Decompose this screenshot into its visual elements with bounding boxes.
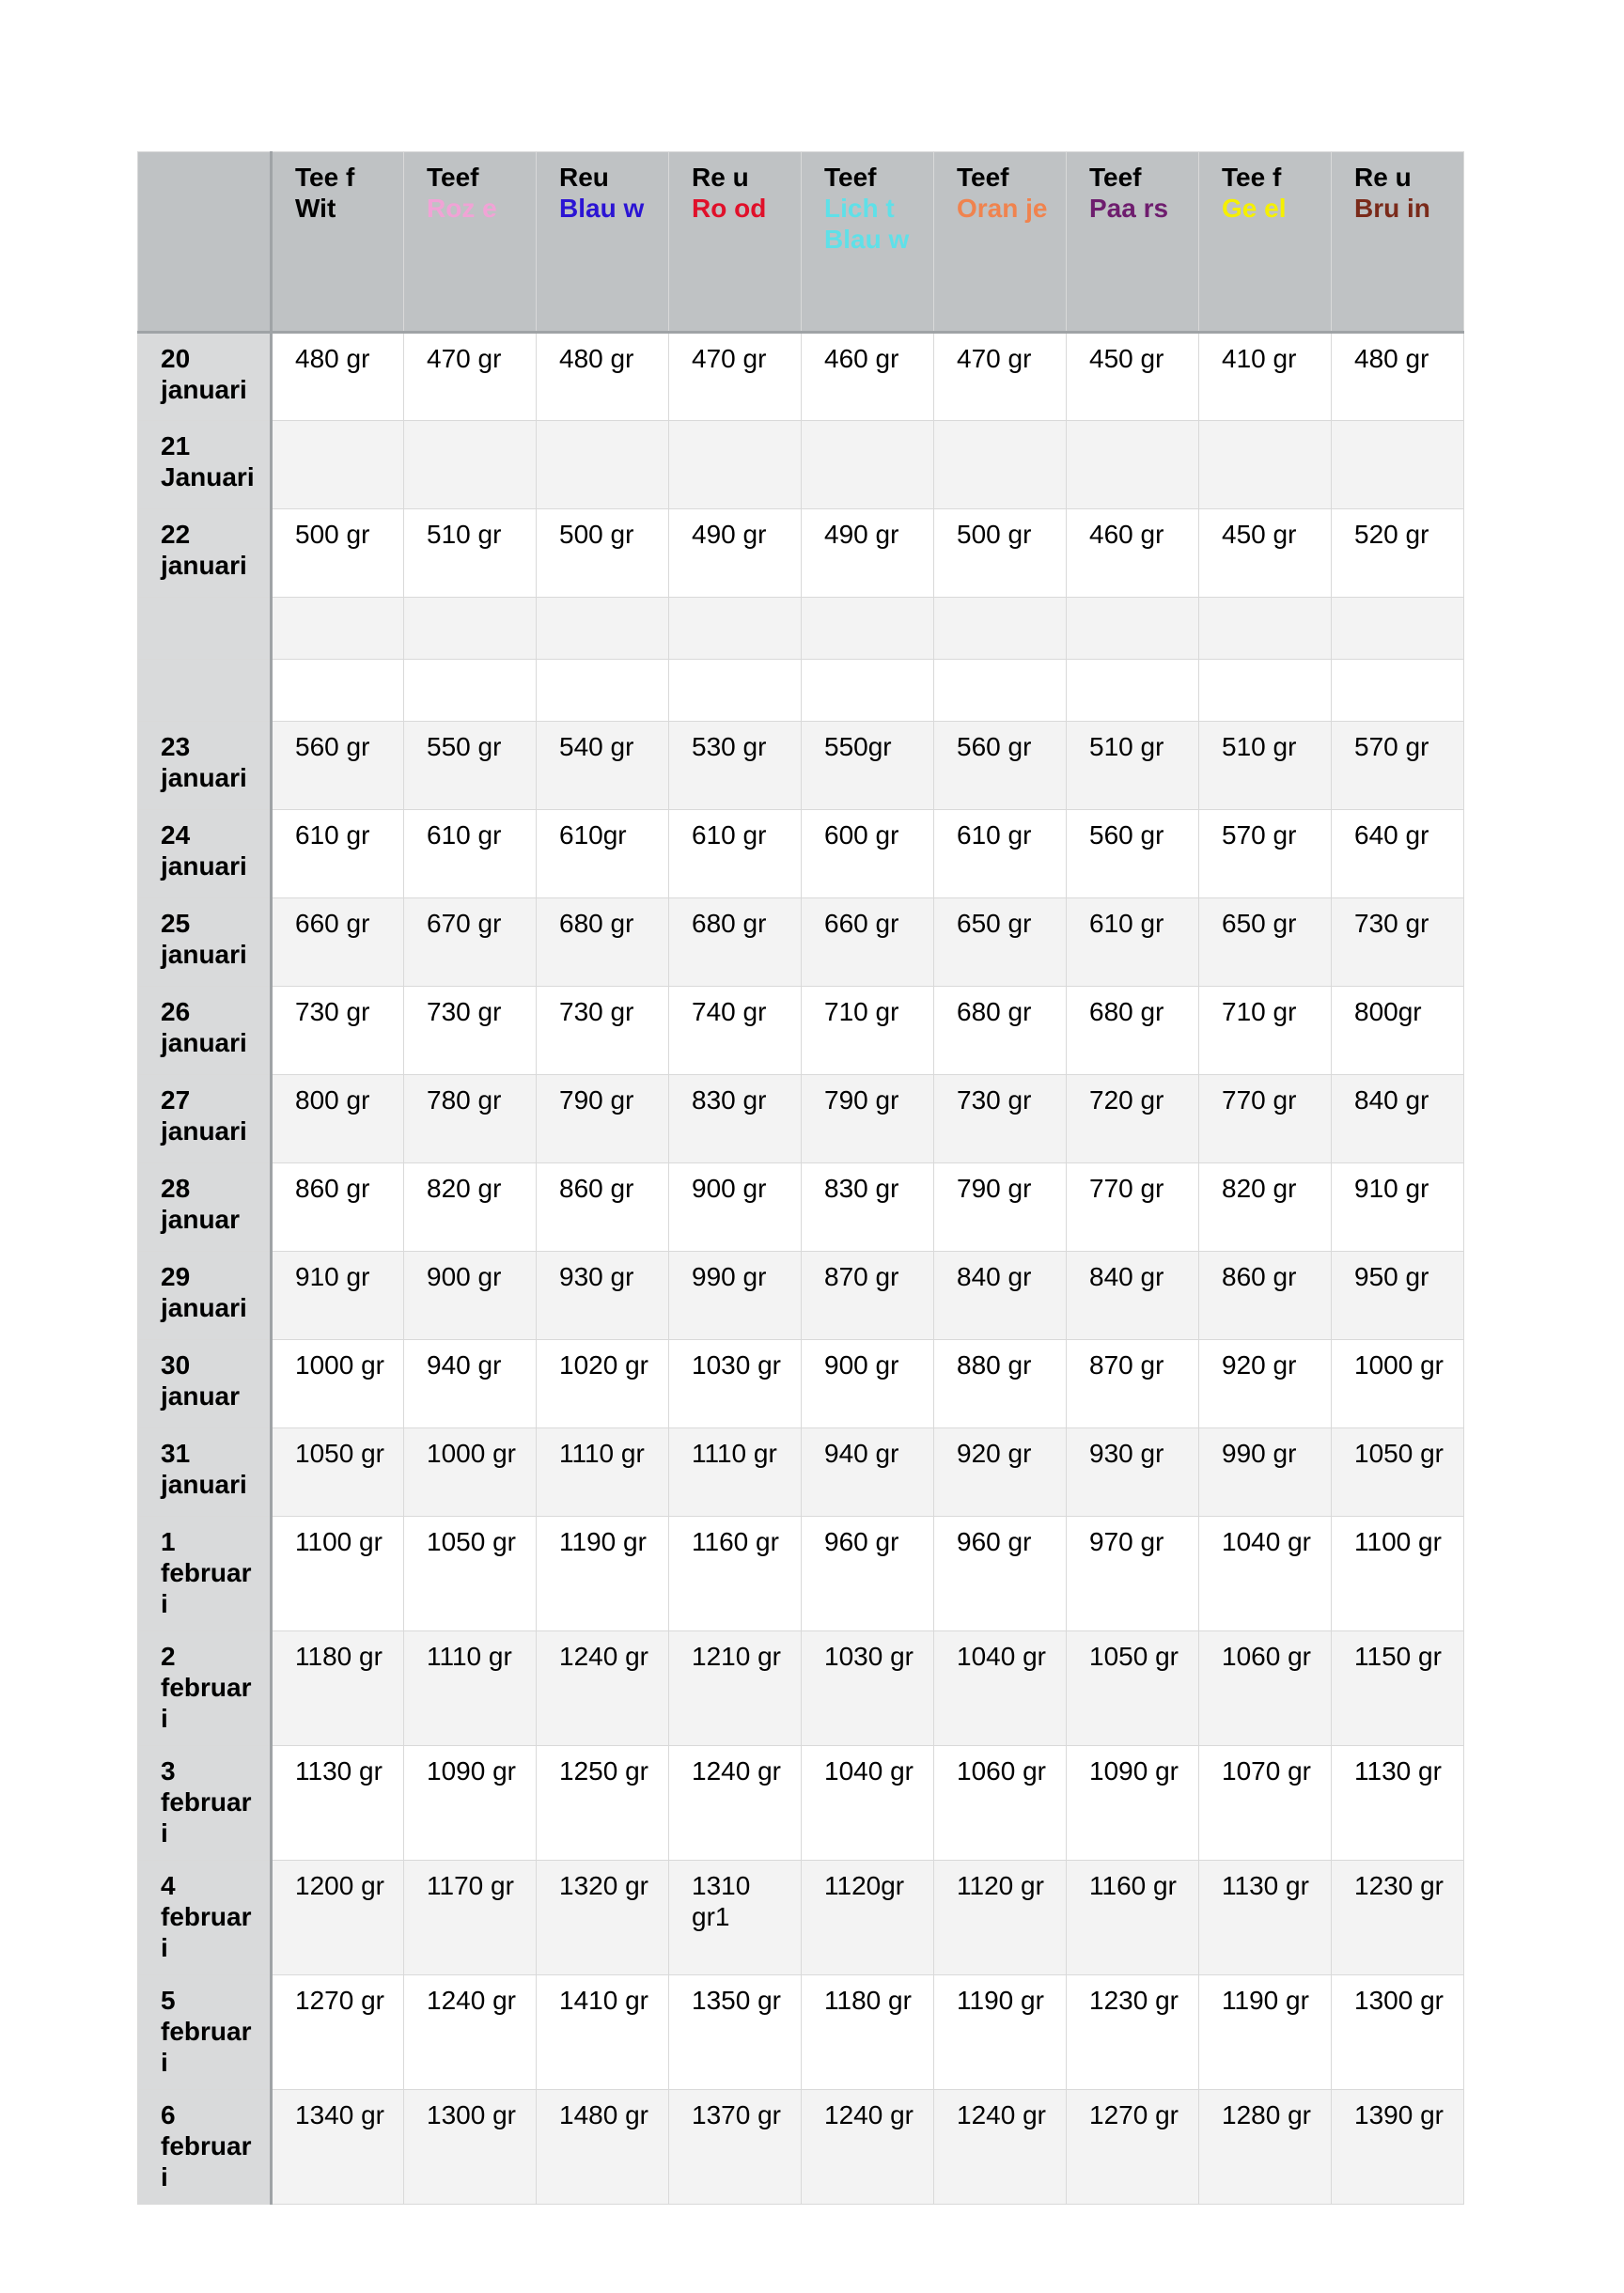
weight-cell: 1040 gr: [1199, 1517, 1332, 1631]
weight-cell: 860 gr: [537, 1163, 669, 1252]
weight-cell: 1120gr: [802, 1861, 934, 1975]
weight-cell: 830 gr: [802, 1163, 934, 1252]
weight-cell: 1170 gr: [404, 1861, 537, 1975]
weight-cell: 1310 gr1: [669, 1861, 802, 1975]
table-row: [138, 1746, 1464, 1861]
weight-cell: 520 gr: [1332, 509, 1464, 598]
weight-cell: 500 gr: [272, 509, 404, 598]
weight-cell: [1332, 598, 1464, 660]
date-cell: 31 januari: [138, 1428, 272, 1517]
weight-cell: 800 gr: [272, 1075, 404, 1163]
puppy-color-label: Blau w: [559, 194, 645, 223]
date-cell: 26 januari: [138, 987, 272, 1075]
puppy-color-label: Oran je: [957, 194, 1048, 223]
weight-cell: 900 gr: [669, 1163, 802, 1252]
weight-cell: [272, 421, 404, 509]
date-cell: 29 januari: [138, 1252, 272, 1340]
weight-cell: 950 gr: [1332, 1252, 1464, 1340]
weight-cell: 480 gr: [1332, 333, 1464, 421]
puppy-sex-label: Reu: [559, 163, 609, 192]
weight-cell: 1190 gr: [537, 1517, 669, 1631]
weight-cell: 870 gr: [802, 1252, 934, 1340]
weight-cell: 1050 gr: [1067, 1631, 1199, 1746]
weight-cell: [1067, 421, 1199, 509]
puppy-color-label: Wit: [295, 194, 336, 223]
puppy-color-label: Bru in: [1354, 194, 1430, 223]
table-row: [138, 1252, 1464, 1340]
weight-cell: [404, 598, 537, 660]
table-row: [138, 1075, 1464, 1163]
column-header: [1199, 152, 1332, 333]
puppy-color-label: Roz e: [427, 194, 497, 223]
weight-cell: 940 gr: [404, 1340, 537, 1428]
weight-cell: 610gr: [537, 810, 669, 898]
weight-cell: 930 gr: [1067, 1428, 1199, 1517]
weight-cell: 1110 gr: [669, 1428, 802, 1517]
weight-cell: 1340 gr: [272, 2090, 404, 2205]
weight-cell: 970 gr: [1067, 1517, 1199, 1631]
weight-cell: 530 gr: [669, 722, 802, 810]
weight-cell: 670 gr: [404, 898, 537, 987]
table-row: [138, 722, 1464, 810]
weight-cell: 1000 gr: [272, 1340, 404, 1428]
date-cell: 22 januari: [138, 509, 272, 598]
weight-cell: [934, 598, 1067, 660]
weight-cell: [802, 421, 934, 509]
weight-cell: 910 gr: [1332, 1163, 1464, 1252]
weight-cell: 470 gr: [669, 333, 802, 421]
weight-cell: 1300 gr: [1332, 1975, 1464, 2090]
weight-cell: 790 gr: [802, 1075, 934, 1163]
weight-cell: [404, 660, 537, 722]
puppy-sex-label: Re u: [692, 163, 749, 192]
weight-cell: [272, 660, 404, 722]
date-cell: [138, 660, 272, 722]
puppy-sex-label: Tee f: [295, 163, 355, 192]
weight-cell: 1040 gr: [802, 1746, 934, 1861]
weight-cell: 930 gr: [537, 1252, 669, 1340]
table-body: [138, 333, 1464, 2205]
weight-cell: 880 gr: [934, 1340, 1067, 1428]
weight-cell: 660 gr: [272, 898, 404, 987]
weight-cell: 1320 gr: [537, 1861, 669, 1975]
weight-cell: 940 gr: [802, 1428, 934, 1517]
puppy-color-label: Lich t Blau w: [824, 194, 910, 254]
weight-cell: 730 gr: [272, 987, 404, 1075]
weight-cell: 680 gr: [1067, 987, 1199, 1075]
weight-cell: 1230 gr: [1332, 1861, 1464, 1975]
weight-cell: 1060 gr: [934, 1746, 1067, 1861]
weight-cell: 1190 gr: [934, 1975, 1067, 2090]
table-row: [138, 598, 1464, 660]
weight-cell: 840 gr: [1067, 1252, 1199, 1340]
weight-cell: 1230 gr: [1067, 1975, 1199, 2090]
table-row: [138, 509, 1464, 598]
table-row: [138, 1631, 1464, 1746]
column-header: [934, 152, 1067, 333]
weight-cell: [669, 421, 802, 509]
weight-cell: 730 gr: [1332, 898, 1464, 987]
weight-cell: 410 gr: [1199, 333, 1332, 421]
weight-cell: 1050 gr: [272, 1428, 404, 1517]
column-header: [537, 152, 669, 333]
weight-cell: 770 gr: [1199, 1075, 1332, 1163]
date-cell: 30 januar: [138, 1340, 272, 1428]
puppy-sex-label: Teef: [824, 163, 877, 192]
column-header: [404, 152, 537, 333]
weight-cell: 1030 gr: [802, 1631, 934, 1746]
table-row: [138, 660, 1464, 722]
weight-cell: 990 gr: [1199, 1428, 1332, 1517]
weight-cell: [669, 660, 802, 722]
table-row: [138, 421, 1464, 509]
table-row: [138, 333, 1464, 421]
weight-cell: 510 gr: [404, 509, 537, 598]
date-cell: 24 januari: [138, 810, 272, 898]
date-cell: 3 februar i: [138, 1746, 272, 1861]
weight-cell: [1199, 598, 1332, 660]
weight-cell: 560 gr: [934, 722, 1067, 810]
weight-cell: 610 gr: [272, 810, 404, 898]
column-header: [669, 152, 802, 333]
weight-cell: [669, 598, 802, 660]
weight-cell: 1000 gr: [404, 1428, 537, 1517]
weight-cell: 960 gr: [802, 1517, 934, 1631]
weight-cell: 1300 gr: [404, 2090, 537, 2205]
weight-cell: [537, 598, 669, 660]
puppy-sex-label: Re u: [1354, 163, 1412, 192]
weight-cell: 610 gr: [934, 810, 1067, 898]
weight-cell: 920 gr: [1199, 1340, 1332, 1428]
weight-cell: [1199, 660, 1332, 722]
weight-cell: 790 gr: [934, 1163, 1067, 1252]
weight-cell: 1030 gr: [669, 1340, 802, 1428]
weight-cell: 1480 gr: [537, 2090, 669, 2205]
date-cell: 1 februar i: [138, 1517, 272, 1631]
weight-cell: 1180 gr: [802, 1975, 934, 2090]
date-cell: 21 Januari: [138, 421, 272, 509]
weight-cell: 740 gr: [669, 987, 802, 1075]
table-row: [138, 898, 1464, 987]
weight-cell: 480 gr: [272, 333, 404, 421]
weight-cell: 1240 gr: [404, 1975, 537, 2090]
weight-cell: 1050 gr: [1332, 1428, 1464, 1517]
weight-cell: 1270 gr: [1067, 2090, 1199, 2205]
weight-cell: 1410 gr: [537, 1975, 669, 2090]
weight-cell: 1090 gr: [404, 1746, 537, 1861]
weight-cell: 1180 gr: [272, 1631, 404, 1746]
weight-cell: 840 gr: [1332, 1075, 1464, 1163]
weight-cell: 1160 gr: [1067, 1861, 1199, 1975]
table-row: [138, 987, 1464, 1075]
weight-cell: [802, 598, 934, 660]
weight-cell: 1130 gr: [1199, 1861, 1332, 1975]
weight-cell: 860 gr: [272, 1163, 404, 1252]
corner-cell: [138, 152, 272, 333]
weight-cell: 840 gr: [934, 1252, 1067, 1340]
weight-cell: 500 gr: [537, 509, 669, 598]
weight-cell: 480 gr: [537, 333, 669, 421]
weight-cell: 900 gr: [802, 1340, 934, 1428]
weight-cell: 830 gr: [669, 1075, 802, 1163]
weight-cell: 1040 gr: [934, 1631, 1067, 1746]
weight-cell: 1060 gr: [1199, 1631, 1332, 1746]
date-cell: 25 januari: [138, 898, 272, 987]
weight-cell: 1110 gr: [537, 1428, 669, 1517]
header-row: [138, 152, 1464, 333]
weight-cell: [404, 421, 537, 509]
weight-cell: 710 gr: [802, 987, 934, 1075]
weight-cell: 680 gr: [537, 898, 669, 987]
weight-cell: 1050 gr: [404, 1517, 537, 1631]
weight-cell: [537, 421, 669, 509]
weight-cell: 920 gr: [934, 1428, 1067, 1517]
weight-cell: [1067, 598, 1199, 660]
table-row: [138, 2090, 1464, 2205]
weight-cell: 820 gr: [404, 1163, 537, 1252]
weight-cell: 460 gr: [802, 333, 934, 421]
weight-cell: 1130 gr: [1332, 1746, 1464, 1861]
weight-cell: [1332, 660, 1464, 722]
weight-cell: [934, 421, 1067, 509]
weight-cell: 1120 gr: [934, 1861, 1067, 1975]
weight-cell: 990 gr: [669, 1252, 802, 1340]
table-row: [138, 1428, 1464, 1517]
weight-cell: 1100 gr: [1332, 1517, 1464, 1631]
date-cell: 20 januari: [138, 333, 272, 421]
weight-cell: 1160 gr: [669, 1517, 802, 1631]
weight-cell: 650 gr: [934, 898, 1067, 987]
weight-cell: [934, 660, 1067, 722]
weight-cell: 610 gr: [669, 810, 802, 898]
weight-cell: 610 gr: [404, 810, 537, 898]
weight-cell: 540 gr: [537, 722, 669, 810]
weight-cell: 500 gr: [934, 509, 1067, 598]
date-cell: 2 februar i: [138, 1631, 272, 1746]
date-cell: 6 februar i: [138, 2090, 272, 2205]
weight-cell: 1250 gr: [537, 1746, 669, 1861]
weight-cell: 510 gr: [1199, 722, 1332, 810]
weight-cell: 1070 gr: [1199, 1746, 1332, 1861]
column-header: [1332, 152, 1464, 333]
table-row: [138, 1975, 1464, 2090]
date-cell: 28 januar: [138, 1163, 272, 1252]
weight-cell: 560 gr: [272, 722, 404, 810]
puppy-sex-label: Teef: [957, 163, 1009, 192]
puppy-sex-label: Tee f: [1222, 163, 1282, 192]
weight-cell: 730 gr: [537, 987, 669, 1075]
weight-cell: 490 gr: [669, 509, 802, 598]
weight-cell: [1332, 421, 1464, 509]
weight-cell: 1150 gr: [1332, 1631, 1464, 1746]
date-cell: 4 februar i: [138, 1861, 272, 1975]
table-header: [138, 152, 1464, 333]
weight-cell: 1370 gr: [669, 2090, 802, 2205]
table-row: [138, 1340, 1464, 1428]
weight-cell: 800gr: [1332, 987, 1464, 1075]
table-row: [138, 1163, 1464, 1252]
date-cell: 5 februar i: [138, 1975, 272, 2090]
weight-cell: 1240 gr: [802, 2090, 934, 2205]
weight-cell: 730 gr: [404, 987, 537, 1075]
weight-cell: 1000 gr: [1332, 1340, 1464, 1428]
weight-cell: 610 gr: [1067, 898, 1199, 987]
weight-cell: 860 gr: [1199, 1252, 1332, 1340]
weight-cell: 560 gr: [1067, 810, 1199, 898]
puppy-sex-label: Teef: [427, 163, 479, 192]
weight-cell: [272, 598, 404, 660]
weight-cell: 720 gr: [1067, 1075, 1199, 1163]
weight-cell: 1350 gr: [669, 1975, 802, 2090]
weight-cell: 790 gr: [537, 1075, 669, 1163]
weight-cell: 470 gr: [934, 333, 1067, 421]
weight-cell: 1240 gr: [537, 1631, 669, 1746]
weight-cell: 1090 gr: [1067, 1746, 1199, 1861]
weight-cell: 1110 gr: [404, 1631, 537, 1746]
table-row: [138, 810, 1464, 898]
puppy-color-label: Ge el: [1222, 194, 1287, 223]
weight-cell: 600 gr: [802, 810, 934, 898]
weight-cell: 570 gr: [1332, 722, 1464, 810]
weight-cell: 1390 gr: [1332, 2090, 1464, 2205]
weight-cell: 1130 gr: [272, 1746, 404, 1861]
column-header: [802, 152, 934, 333]
weight-cell: 570 gr: [1199, 810, 1332, 898]
weight-cell: 780 gr: [404, 1075, 537, 1163]
weight-cell: 870 gr: [1067, 1340, 1199, 1428]
weight-cell: 680 gr: [669, 898, 802, 987]
column-header: [272, 152, 404, 333]
column-header: [1067, 152, 1199, 333]
puppy-color-label: Paa rs: [1089, 194, 1169, 223]
weight-cell: 680 gr: [934, 987, 1067, 1075]
weight-cell: 1270 gr: [272, 1975, 404, 2090]
puppy-sex-label: Teef: [1089, 163, 1142, 192]
weight-cell: 1240 gr: [669, 1746, 802, 1861]
weight-cell: [1067, 660, 1199, 722]
weight-cell: 450 gr: [1067, 333, 1199, 421]
weight-cell: 490 gr: [802, 509, 934, 598]
weight-cell: 1020 gr: [537, 1340, 669, 1428]
weight-cell: 550gr: [802, 722, 934, 810]
weight-cell: 710 gr: [1199, 987, 1332, 1075]
weight-cell: 1100 gr: [272, 1517, 404, 1631]
weight-cell: 1210 gr: [669, 1631, 802, 1746]
weights-table: [137, 151, 1464, 2205]
weight-cell: 730 gr: [934, 1075, 1067, 1163]
weight-cell: [537, 660, 669, 722]
weight-cell: 550 gr: [404, 722, 537, 810]
table-row: [138, 1861, 1464, 1975]
weight-cell: 660 gr: [802, 898, 934, 987]
weight-cell: 770 gr: [1067, 1163, 1199, 1252]
weight-cell: 460 gr: [1067, 509, 1199, 598]
date-cell: 27 januari: [138, 1075, 272, 1163]
weight-cell: 820 gr: [1199, 1163, 1332, 1252]
weight-cell: 1280 gr: [1199, 2090, 1332, 2205]
weight-cell: 960 gr: [934, 1517, 1067, 1631]
weight-cell: 1190 gr: [1199, 1975, 1332, 2090]
weight-cell: [802, 660, 934, 722]
weight-cell: 470 gr: [404, 333, 537, 421]
weight-cell: 640 gr: [1332, 810, 1464, 898]
weight-cell: 1200 gr: [272, 1861, 404, 1975]
weight-cell: 910 gr: [272, 1252, 404, 1340]
weight-cell: [1199, 421, 1332, 509]
weight-cell: 900 gr: [404, 1252, 537, 1340]
weight-cell: 450 gr: [1199, 509, 1332, 598]
date-cell: [138, 598, 272, 660]
table-row: [138, 1517, 1464, 1631]
date-cell: 23 januari: [138, 722, 272, 810]
puppy-color-label: Ro od: [692, 194, 767, 223]
weight-cell: 1240 gr: [934, 2090, 1067, 2205]
weight-cell: 510 gr: [1067, 722, 1199, 810]
weight-cell: 650 gr: [1199, 898, 1332, 987]
